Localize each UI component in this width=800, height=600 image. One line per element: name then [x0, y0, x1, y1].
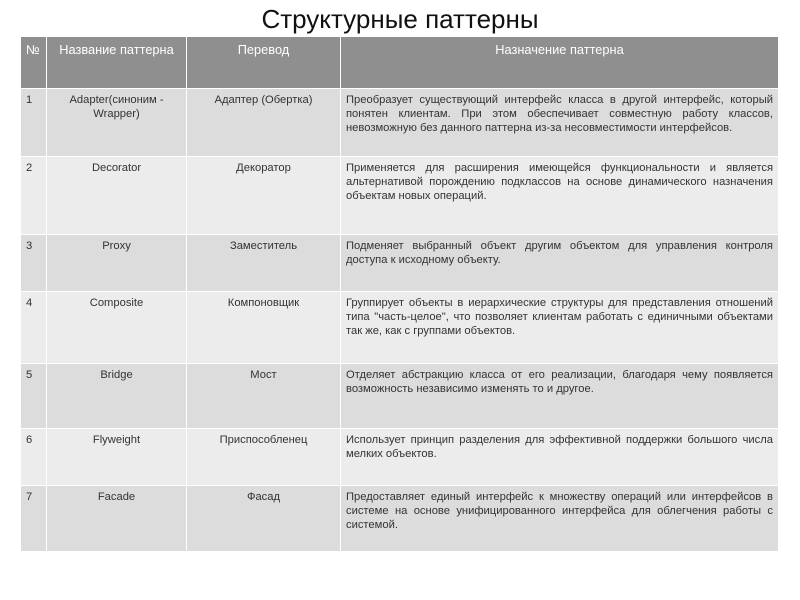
row-number: 2 — [21, 157, 47, 235]
table-header — [21, 37, 779, 89]
pattern-name: Composite — [47, 292, 187, 364]
table-row — [21, 486, 779, 552]
page-title: Структурные паттерны — [261, 4, 539, 34]
table-body — [21, 89, 779, 552]
row-number: 4 — [21, 292, 47, 364]
table-row — [21, 292, 779, 364]
pattern-name: Proxy — [47, 235, 187, 292]
header-number: № — [21, 37, 47, 89]
pattern-name: Bridge — [47, 364, 187, 429]
header-name: Название паттерна — [47, 37, 187, 89]
pattern-translation: Декоратор — [187, 157, 341, 235]
pattern-translation: Фасад — [187, 486, 341, 552]
pattern-name: Adapter(синоним - Wrapper) — [47, 89, 187, 157]
row-number: 7 — [21, 486, 47, 552]
table-row — [21, 429, 779, 486]
row-number: 1 — [21, 89, 47, 157]
pattern-name: Decorator — [47, 157, 187, 235]
patterns-table — [20, 36, 779, 552]
row-number: 3 — [21, 235, 47, 292]
pattern-name: Facade — [47, 486, 187, 552]
table-row — [21, 235, 779, 292]
pattern-purpose: Применяется для расширения имеющейся функциональности и является альтернативой порождению подклассов на основе динамического назначения объектам новых операций. — [341, 157, 779, 235]
pattern-translation: Приспособленец — [187, 429, 341, 486]
pattern-purpose: Подменяет выбранный объект другим объектом для управления контроля доступа к исходному объекту. — [341, 235, 779, 292]
table-row — [21, 364, 779, 429]
pattern-translation: Компоновщик — [187, 292, 341, 364]
pattern-purpose: Использует принцип разделения для эффективной поддержки большого числа мелких объектов. — [341, 429, 779, 486]
row-number: 5 — [21, 364, 47, 429]
pattern-name: Flyweight — [47, 429, 187, 486]
table-row — [21, 157, 779, 235]
header-purpose: Назначение паттерна — [341, 37, 779, 89]
row-number: 6 — [21, 429, 47, 486]
pattern-translation: Мост — [187, 364, 341, 429]
pattern-purpose: Преобразует существующий интерфейс класса в другой интерфейс, который понятен клиентам. При этом обеспечивает совместную работу классов, невозможную без данного паттерна из-за несовместимости интерфейсов. — [341, 89, 779, 157]
table-row — [21, 89, 779, 157]
header-translation: Перевод — [187, 37, 341, 89]
pattern-translation: Адаптер (Обертка) — [187, 89, 341, 157]
pattern-translation: Заместитель — [187, 235, 341, 292]
pattern-purpose: Предоставляет единый интерфейс к множеству операций или интерфейсов в системе на основе унифицированного интерфейса для облегчения работы с системой. — [341, 486, 779, 552]
pattern-purpose: Группирует объекты в иерархические структуры для представления отношений типа "часть-целое", что позволяет клиентам работать с единичными объектами так же, как с группами объектов. — [341, 292, 779, 364]
pattern-purpose: Отделяет абстракцию класса от его реализации, благодаря чему появляется возможность независимо изменять то и другое. — [341, 364, 779, 429]
